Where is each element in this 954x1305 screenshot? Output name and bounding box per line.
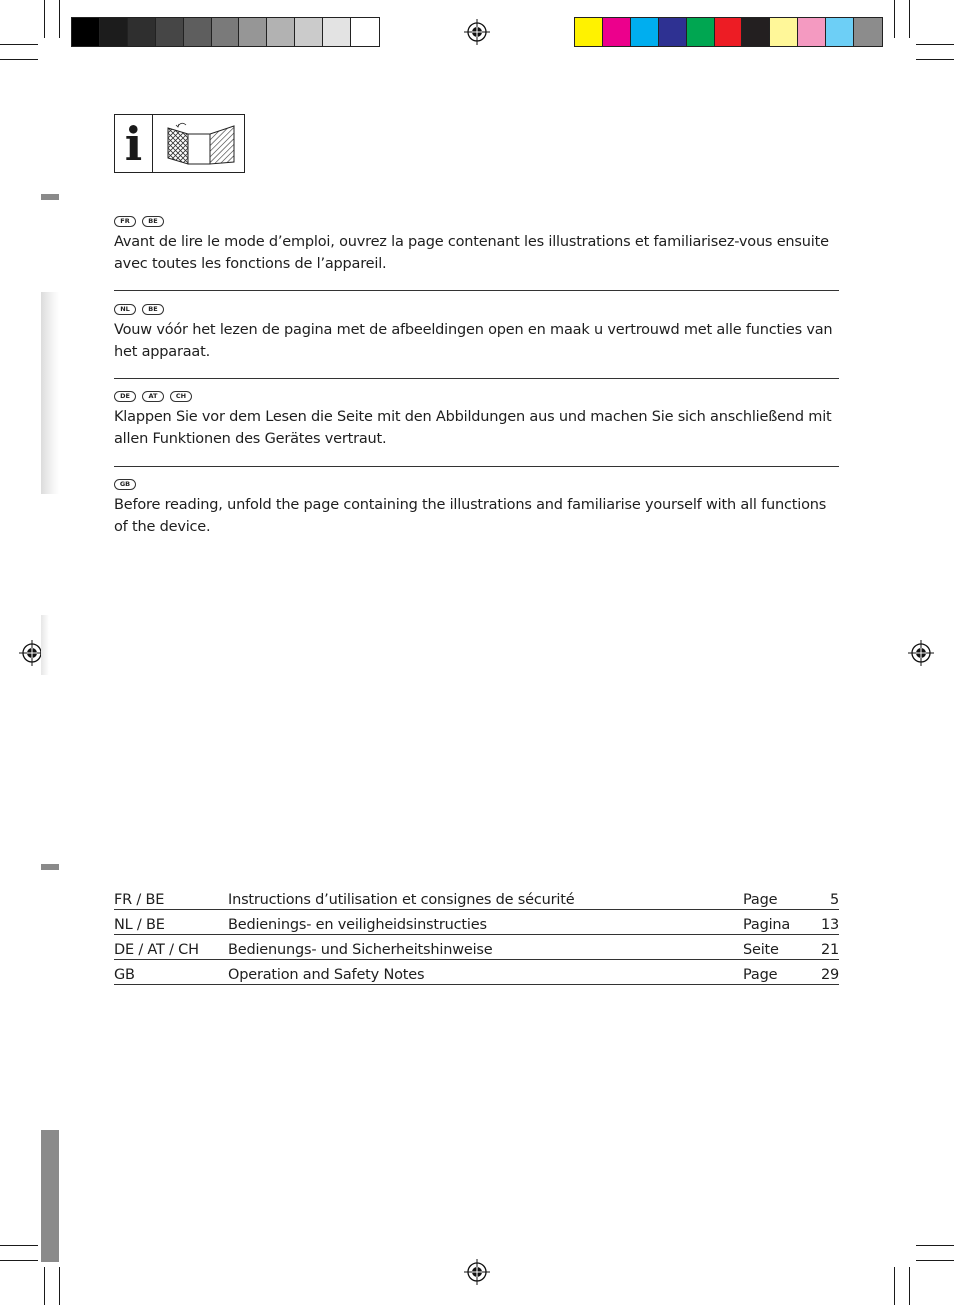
page-curl-shadow — [41, 292, 59, 494]
section-fr-be — [114, 216, 839, 291]
registration-mark-icon — [464, 19, 490, 45]
color-swatch — [575, 18, 603, 46]
section-nl-be — [114, 304, 839, 379]
gray-swatch — [156, 18, 184, 46]
toc-page-word: Page — [743, 960, 805, 985]
toc-title: Operation and Safety Notes — [228, 960, 743, 985]
info-notice-box — [114, 114, 245, 173]
toc-title: Bedienings- en veiligheidsinstructies — [228, 910, 743, 935]
process-color-bar — [574, 17, 883, 47]
toc-page-word: Pagina — [743, 910, 805, 935]
fold-marker-bottom — [41, 864, 59, 870]
country-badge: AT — [142, 391, 164, 402]
foldout-page-icon — [153, 115, 244, 172]
toc-title: Bedienungs- und Sicherheitshinweise — [228, 935, 743, 960]
instruction-text: Vouw vóór het lezen de pagina met de afbeeldingen open en maak u vertrouwd met alle functies van het apparaat. — [114, 322, 833, 360]
registration-mark-icon — [908, 640, 934, 666]
country-badge: CH — [170, 391, 192, 402]
instruction-text: Klappen Sie vor dem Lesen die Seite mit den Abbildungen aus und machen Sie sich anschließend mit allen Funktionen des Gerätes vertraut. — [114, 409, 832, 447]
toc-row[interactable] — [114, 935, 839, 960]
registration-mark-icon — [464, 1259, 490, 1285]
toc-language: DE / AT / CH — [114, 935, 228, 960]
toc-row[interactable] — [114, 960, 839, 985]
color-swatch — [631, 18, 659, 46]
color-swatch — [742, 18, 770, 46]
page-curl-shadow — [41, 615, 49, 675]
instruction-text: Before reading, unfold the page containing the illustrations and familiarise yourself with all functions of the device. — [114, 497, 827, 535]
toc-language: FR / BE — [114, 885, 228, 910]
gray-swatch — [323, 18, 351, 46]
color-swatch — [854, 18, 882, 46]
gray-swatch — [72, 18, 100, 46]
info-i-icon — [115, 115, 153, 172]
toc-page-number: 21 — [805, 935, 839, 960]
toc-row[interactable] — [114, 885, 839, 910]
gray-swatch — [239, 18, 267, 46]
toc-language: NL / BE — [114, 910, 228, 935]
color-swatch — [798, 18, 826, 46]
country-badge: DE — [114, 391, 136, 402]
country-flags — [114, 304, 839, 317]
country-badge: NL — [114, 304, 136, 315]
country-badge: FR — [114, 216, 136, 227]
gray-swatch — [295, 18, 323, 46]
gray-swatch — [351, 18, 379, 46]
country-badge: GB — [114, 479, 136, 490]
toc-title: Instructions d’utilisation et consignes de sécurité — [228, 885, 743, 910]
grayscale-color-bar — [71, 17, 380, 47]
color-swatch — [715, 18, 743, 46]
section-gb — [114, 479, 839, 545]
toc-page-number: 5 — [805, 885, 839, 910]
table-of-contents — [114, 885, 839, 985]
gray-swatch — [212, 18, 240, 46]
color-swatch — [659, 18, 687, 46]
country-flags — [114, 479, 839, 492]
gray-swatch — [267, 18, 295, 46]
gray-swatch — [128, 18, 156, 46]
fold-marker-top — [41, 194, 59, 200]
country-badge: BE — [142, 304, 164, 315]
country-badge: BE — [142, 216, 164, 227]
section-de-at-ch — [114, 391, 839, 467]
info-letter: i — [124, 116, 143, 171]
toc-page-number: 13 — [805, 910, 839, 935]
color-swatch — [770, 18, 798, 46]
gray-swatch — [184, 18, 212, 46]
toc-language: GB — [114, 960, 228, 985]
toc-page-number: 29 — [805, 960, 839, 985]
gray-swatch — [100, 18, 128, 46]
country-flags — [114, 216, 839, 229]
instruction-text: Avant de lire le mode d’emploi, ouvrez la page contenant les illustrations et familiarisez-vous ensuite avec toutes les fonctions de l’appareil. — [114, 234, 829, 272]
color-swatch — [603, 18, 631, 46]
color-swatch — [687, 18, 715, 46]
color-swatch — [826, 18, 854, 46]
toc-page-word: Page — [743, 885, 805, 910]
side-tab — [41, 1130, 59, 1262]
country-flags — [114, 391, 839, 404]
toc-page-word: Seite — [743, 935, 805, 960]
toc-row[interactable] — [114, 910, 839, 935]
